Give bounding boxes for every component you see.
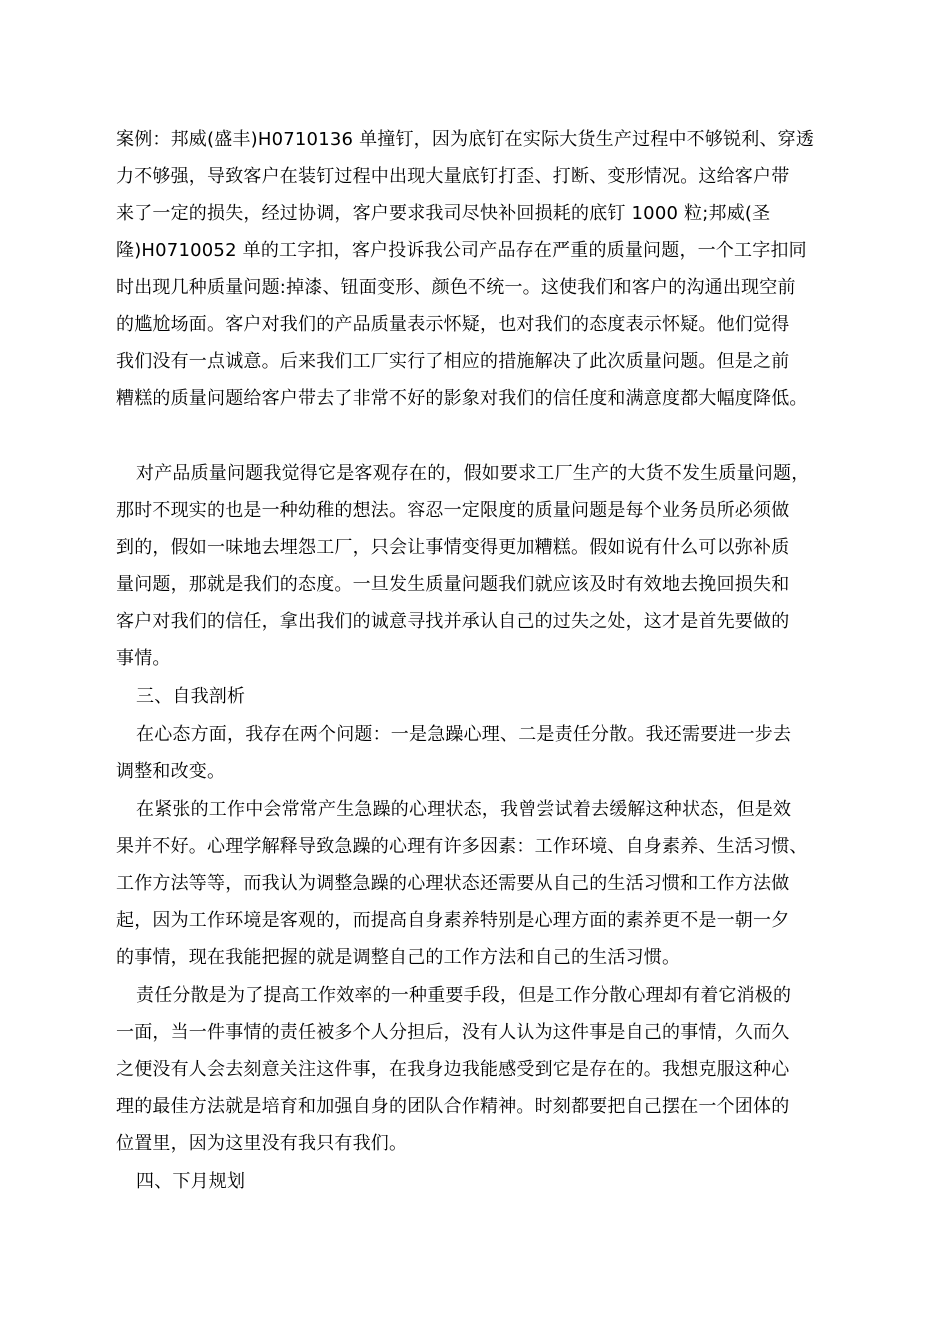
- text-line: 对产品质量问题我觉得它是客观存在的，假如要求工厂生产的大货不发生质量问题，: [136, 463, 810, 484]
- text-line: 起，因为工作环境是客观的，而提高自身素养特别是心理方面的素养更不是一朝一夕: [116, 910, 790, 931]
- text-line: 在心态方面，我存在两个问题：一是急躁心理、二是责任分散。我还需要进一步去: [136, 724, 792, 745]
- text-line: 位置里，因为这里没有我只有我们。: [116, 1133, 408, 1154]
- text-line: 在紧张的工作中会常常产生急躁的心理状态，我曾尝试着去缓解这种状态，但是效: [136, 799, 792, 820]
- text-line: 案例：邦威(盛丰)H0710136 单撞钉，因为底钉在实际大货生产过程中不够锐利、穿透: [116, 129, 815, 150]
- text-line: 那时不现实的也是一种幼稚的想法。容忍一定限度的质量问题是每个业务员所必须做: [116, 500, 790, 521]
- text-line: 时出现几种质量问题:掉漆、钮面变形、颜色不统一。这使我们和客户的沟通出现空前: [116, 277, 796, 298]
- text-line: 工作方法等等，而我认为调整急躁的心理状态还需要从自己的生活习惯和工作方法做: [116, 873, 790, 894]
- text-line: 调整和改变。: [116, 761, 226, 782]
- text-line: 的事情，现在我能把握的就是调整自己的工作方法和自己的生活习惯。: [116, 947, 681, 968]
- text-line: 之便没有人会去刻意关注这件事，在我身边我能感受到它是存在的。我想克服这种心: [116, 1059, 790, 1080]
- text-line: 来了一定的损失，经过协调，客户要求我司尽快补回损耗的底钉 1000 粒;邦威(圣: [116, 203, 771, 224]
- text-line: 一面，当一件事情的责任被多个人分担后，没有人认为这件事是自己的事情，久而久: [116, 1022, 790, 1043]
- section-heading-self-analysis: 三、自我剖析: [136, 686, 246, 707]
- text-line: 责任分散是为了提高工作效率的一种重要手段，但是工作分散心理却有着它消极的: [136, 985, 792, 1006]
- text-line: 的尴尬场面。客户对我们的产品质量表示怀疑，也对我们的态度表示怀疑。他们觉得: [116, 314, 790, 335]
- text-line: 客户对我们的信任，拿出我们的诚意寻找并承认自己的过失之处，这才是首先要做的: [116, 611, 790, 632]
- text-line: 量问题，那就是我们的态度。一旦发生质量问题我们就应该及时有效地去挽回损失和: [116, 574, 790, 595]
- text-line: 力不够强，导致客户在装钉过程中出现大量底钉打歪、打断、变形情况。这给客户带: [116, 166, 790, 187]
- text-line: 理的最佳方法就是培育和加强自身的团队合作精神。时刻都要把自己摆在一个团体的: [116, 1096, 790, 1117]
- text-line: 隆)H0710052 单的工字扣，客户投诉我公司产品存在严重的质量问题，一个工字扣同: [116, 240, 807, 261]
- text-line: 事情。: [116, 648, 171, 669]
- text-line: 到的，假如一味地去埋怨工厂，只会让事情变得更加糟糕。假如说有什么可以弥补质: [116, 537, 790, 558]
- text-line: 糟糕的质量问题给客户带去了非常不好的影象对我们的信任度和满意度都大幅度降低。: [116, 388, 808, 409]
- section-heading-next-month-plan: 四、下月规划: [136, 1171, 246, 1192]
- text-line: 果并不好。心理学解释导致急躁的心理有许多因素：工作环境、自身素养、生活习惯、: [116, 836, 808, 857]
- text-line: 我们没有一点诚意。后来我们工厂实行了相应的措施解决了此次质量问题。但是之前: [116, 351, 790, 372]
